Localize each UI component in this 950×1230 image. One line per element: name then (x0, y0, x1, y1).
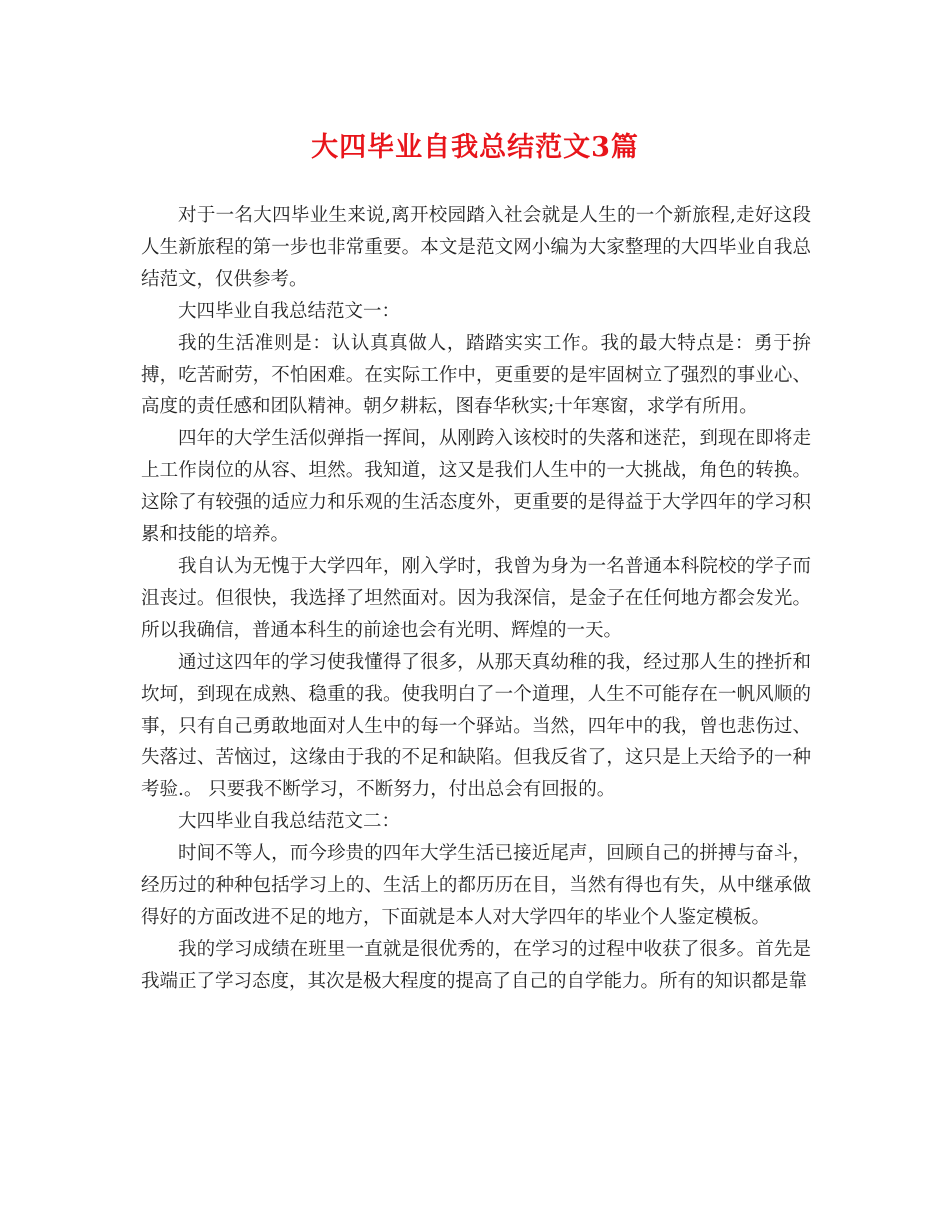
document-title: 大四毕业自我总结范文3篇 (311, 132, 639, 163)
body-paragraph: 我的生活准则是：认认真真做人，踏踏实实工作。我的最大特点是：勇于拚搏，吃苦耐劳，不怕困难。在实际工作中，更重要的是牢固树立了强烈的事业心、高度的责任感和团队精神。朝夕耕耘，图春华秋实;十年寒窗，求学有所用。 (141, 332, 811, 418)
document-body (141, 200, 811, 998)
intro-paragraph: 对于一名大四毕业生来说,离开校园踏入社会就是人生的一个新旅程,走好这段人生新旅程的第一步也非常重要。本文是范文网小编为大家整理的大四毕业自我总结范文，仅供参考。 (141, 205, 811, 290)
section-heading-two: 大四毕业自我总结范文二： (178, 811, 401, 833)
section-heading-one: 大四毕业自我总结范文一： (178, 300, 401, 322)
body-paragraph: 四年的大学生活似弹指一挥间，从刚跨入该校时的失落和迷茫，到现在即将走上工作岗位的从容、坦然。我知道，这又是我们人生中的一大挑战，角色的转换。这除了有较强的适应力和乐观的生活态度外，更重要的是得益于大学四年的学习积累和技能的培养。 (141, 428, 811, 546)
body-paragraph: 我自认为无愧于大学四年，刚入学时，我曾为身为一名普通本科院校的学子而沮丧过。但很快，我选择了坦然面对。因为我深信，是金子在任何地方都会发光。所以我确信，普通本科生的前途也会有光明、辉煌的一天。 (141, 555, 811, 641)
body-paragraph: 我的学习成绩在班里一直就是很优秀的，在学习的过程中收获了很多。首先是我端正了学习态度，其次是极大程度的提高了自己的自学能力。所有的知识都是靠 (141, 938, 811, 992)
body-paragraph: 通过这四年的学习使我懂得了很多，从那天真幼稚的我，经过那人生的挫折和坎坷，到现在成熟、稳重的我。使我明白了一个道理，人生不可能存在一帆风顺的事，只有自己勇敢地面对人生中的每一个驿站。当然，四年中的我，曾也悲伤过、失落过、苦恼过，这缘由于我的不足和缺陷。但我反省了，这只是上天给予的一种考验.。 只要我不断学习，不断努力，付出总会有回报的。 (141, 651, 811, 801)
body-paragraph: 时间不等人，而今珍贵的四年大学生活已接近尾声，回顾自己的拼搏与奋斗，经历过的种种包括学习上的、生活上的都历历在目，当然有得也有失，从中继承做得好的方面改进不足的地方，下面就是本人对大学四年的毕业个人鉴定模板。 (141, 843, 811, 928)
